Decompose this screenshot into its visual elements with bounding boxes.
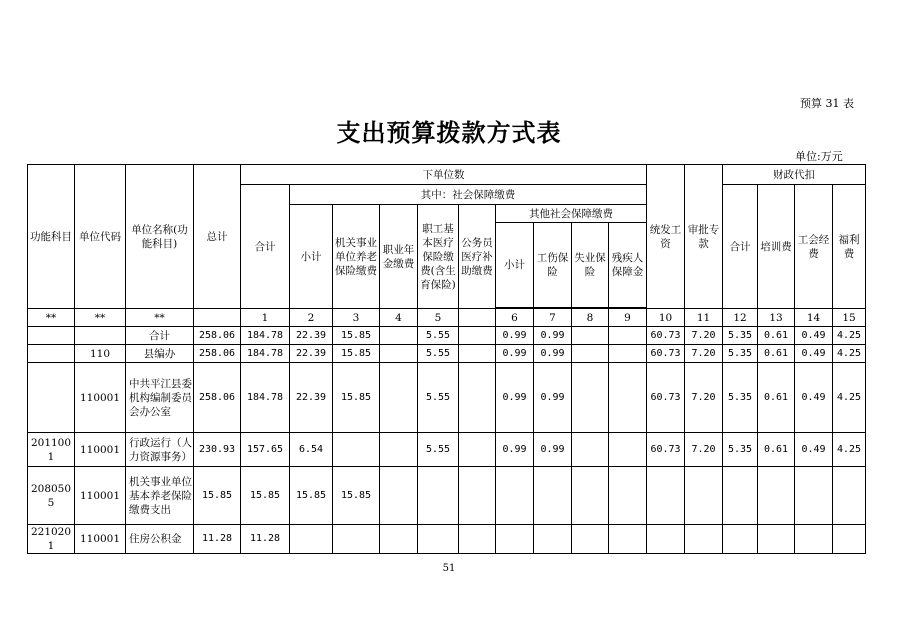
cell-value: 22.39 [290, 363, 333, 433]
cell-value: 60.73 [647, 327, 685, 345]
cell-value [833, 467, 866, 525]
col-annuity: 职业年金缴费 [380, 205, 418, 309]
cell-value [572, 345, 609, 363]
cell-value: 60.73 [647, 345, 685, 363]
col-injury: 工伤保险 [534, 223, 572, 308]
column-index: 1 [241, 309, 290, 327]
column-index: ** [75, 309, 126, 327]
column-index: 4 [380, 309, 418, 327]
cell-value: 6.54 [290, 433, 333, 467]
col-welfare: 福利费 [833, 185, 866, 309]
column-index: 13 [758, 309, 795, 327]
cell-unit-name: 合计 [126, 327, 194, 345]
cell-value [380, 363, 418, 433]
cell-value [647, 525, 685, 554]
cell-value [758, 525, 795, 554]
cell-value: 60.73 [647, 433, 685, 467]
column-index: 15 [833, 309, 866, 327]
cell-value: 0.99 [496, 433, 534, 467]
col-unit-code: 单位代码 [75, 165, 126, 309]
col-civil-medical: 公务员医疗补助缴费 [459, 205, 496, 309]
cell-value [333, 525, 380, 554]
cell-value: 0.49 [795, 345, 833, 363]
col-of-which-social: 其中：社会保障缴费 [290, 185, 647, 205]
cell-value [609, 363, 647, 433]
cell-value [609, 433, 647, 467]
cell-value: 4.25 [833, 433, 866, 467]
column-index: 5 [418, 309, 459, 327]
cell-value: 15.85 [194, 467, 241, 525]
cell-value: 157.65 [241, 433, 290, 467]
col-other-small: 小计 [496, 223, 534, 308]
cell-unit-name: 县编办 [126, 345, 194, 363]
cell-value [380, 525, 418, 554]
cell-value: 5.35 [723, 345, 758, 363]
cell-value: 0.99 [496, 345, 534, 363]
column-index: 7 [534, 309, 572, 327]
cell-value: 5.55 [418, 327, 459, 345]
cell-unit-code: 110001 [75, 467, 126, 525]
col-total: 总计 [194, 165, 241, 309]
cell-unit-code: 110001 [75, 433, 126, 467]
cell-value [572, 363, 609, 433]
cell-unit-name: 住房公积金 [126, 525, 194, 554]
cell-value: 11.28 [194, 525, 241, 554]
cell-value: 4.25 [833, 363, 866, 433]
cell-unit-name: 机关事业单位基本养老保险缴费支出 [126, 467, 194, 525]
cell-value: 5.35 [723, 327, 758, 345]
cell-value [380, 467, 418, 525]
col-fiscal-agent: 财政代扣 [723, 165, 866, 185]
cell-func-code [28, 363, 75, 433]
cell-value [833, 525, 866, 554]
cell-value: 5.55 [418, 363, 459, 433]
cell-value: 0.99 [496, 327, 534, 345]
col-lower-units: 下单位数 [241, 165, 647, 185]
cell-value: 230.93 [194, 433, 241, 467]
cell-value: 15.85 [241, 467, 290, 525]
cell-value: 0.99 [534, 327, 572, 345]
cell-value: 7.20 [685, 327, 723, 345]
cell-value: 0.49 [795, 433, 833, 467]
col-medical: 职工基本医疗保险缴费(含生育保险) [418, 205, 459, 309]
cell-value: 5.55 [418, 345, 459, 363]
cell-func-code: 2210201 [28, 525, 75, 554]
col-func-code: 功能科目 [28, 165, 75, 309]
cell-value: 0.99 [534, 363, 572, 433]
cell-value: 15.85 [333, 345, 380, 363]
cell-value: 0.61 [758, 363, 795, 433]
cell-value [380, 327, 418, 345]
cell-value [459, 467, 496, 525]
cell-value: 184.78 [241, 327, 290, 345]
cell-value [572, 467, 609, 525]
cell-value [723, 467, 758, 525]
cell-value: 258.06 [194, 327, 241, 345]
cell-value [609, 327, 647, 345]
cell-value [609, 467, 647, 525]
cell-value [496, 525, 534, 554]
cell-value: 7.20 [685, 433, 723, 467]
cell-value: 0.61 [758, 345, 795, 363]
cell-value: 0.99 [496, 363, 534, 433]
cell-value [723, 525, 758, 554]
cell-value [647, 467, 685, 525]
cell-value [496, 467, 534, 525]
cell-value [572, 525, 609, 554]
cell-value: 0.49 [795, 363, 833, 433]
table-row [28, 363, 866, 433]
cell-value: 60.73 [647, 363, 685, 433]
cell-value [459, 525, 496, 554]
column-index: 3 [333, 309, 380, 327]
cell-value [459, 433, 496, 467]
col-small-total: 小计 [290, 205, 333, 309]
col-unified-wage: 统发工资 [647, 165, 685, 309]
column-index: 11 [685, 309, 723, 327]
cell-value: 15.85 [333, 327, 380, 345]
table-row [28, 345, 866, 363]
cell-value: 258.06 [194, 363, 241, 433]
cell-value: 0.99 [534, 433, 572, 467]
col-unemployment: 失业保险 [572, 223, 609, 308]
cell-value: 7.20 [685, 345, 723, 363]
col-union: 工会经费 [795, 185, 833, 309]
col-unit-name: 单位名称(功能科目) [126, 165, 194, 309]
cell-value: 22.39 [290, 345, 333, 363]
page-number: 51 [442, 563, 456, 574]
page-title: 支出预算拨款方式表 [336, 119, 562, 147]
cell-value [685, 467, 723, 525]
cell-value: 4.25 [833, 345, 866, 363]
cell-value: 22.39 [290, 327, 333, 345]
cell-value [534, 525, 572, 554]
cell-value [795, 467, 833, 525]
cell-value: 15.85 [333, 363, 380, 433]
table-row [28, 327, 866, 345]
cell-value [459, 327, 496, 345]
cell-value [795, 525, 833, 554]
cell-value: 7.20 [685, 363, 723, 433]
cell-func-code: 2080505 [28, 467, 75, 525]
cell-func-code [28, 345, 75, 363]
column-index: 6 [496, 309, 534, 327]
cell-value: 15.85 [290, 467, 333, 525]
cell-func-code: 2011001 [28, 433, 75, 467]
cell-value: 184.78 [241, 363, 290, 433]
cell-value: 15.85 [333, 467, 380, 525]
column-index: 10 [647, 309, 685, 327]
budget-table [27, 164, 866, 554]
cell-unit-name: 行政运行（人力资源事务） [126, 433, 194, 467]
cell-value [333, 433, 380, 467]
col-org-pension: 机关事业单位养老保险缴费 [333, 205, 380, 309]
cell-value: 0.49 [795, 327, 833, 345]
unit-label: 单位:万元 [795, 150, 843, 163]
cell-value [685, 525, 723, 554]
cell-unit-name: 中共平江县委机构编制委员会办公室 [126, 363, 194, 433]
column-index: ** [126, 309, 194, 327]
column-index [459, 309, 496, 327]
col-disabled: 残疾人保障金 [609, 223, 647, 308]
cell-value [609, 345, 647, 363]
col-other-social: 其他社会保障缴费 [496, 205, 647, 223]
cell-unit-code: 110001 [75, 363, 126, 433]
cell-value: 5.35 [723, 433, 758, 467]
cell-value: 5.35 [723, 363, 758, 433]
col-subtotal: 合计 [241, 185, 290, 309]
cell-value: 11.28 [241, 525, 290, 554]
column-index: 8 [572, 309, 609, 327]
form-number: 预算 31 表 [800, 97, 854, 110]
cell-value [459, 345, 496, 363]
cell-value: 4.25 [833, 327, 866, 345]
cell-value [572, 433, 609, 467]
column-index: 14 [795, 309, 833, 327]
cell-value [609, 525, 647, 554]
cell-unit-code: 110001 [75, 525, 126, 554]
cell-value: 5.55 [418, 433, 459, 467]
cell-value [380, 433, 418, 467]
col-special-review: 审批专款 [685, 165, 723, 309]
cell-unit-code: 110 [75, 345, 126, 363]
cell-value: 0.61 [758, 327, 795, 345]
column-index-row [28, 309, 866, 327]
column-index: 9 [609, 309, 647, 327]
cell-unit-code [75, 327, 126, 345]
cell-value: 0.99 [534, 345, 572, 363]
cell-value [290, 525, 333, 554]
cell-value [418, 467, 459, 525]
cell-value [758, 467, 795, 525]
table-row [28, 467, 866, 525]
cell-value [459, 363, 496, 433]
cell-value: 258.06 [194, 345, 241, 363]
column-index: 2 [290, 309, 333, 327]
col-fiscal-total: 合计 [723, 185, 758, 309]
cell-value [418, 525, 459, 554]
table-row [28, 433, 866, 467]
cell-value [380, 345, 418, 363]
cell-value: 184.78 [241, 345, 290, 363]
cell-value [534, 467, 572, 525]
column-index [194, 309, 241, 327]
table-row [28, 525, 866, 554]
column-index: ** [28, 309, 75, 327]
col-training: 培训费 [758, 185, 795, 309]
cell-value: 0.61 [758, 433, 795, 467]
cell-func-code [28, 327, 75, 345]
column-index: 12 [723, 309, 758, 327]
cell-value [572, 327, 609, 345]
